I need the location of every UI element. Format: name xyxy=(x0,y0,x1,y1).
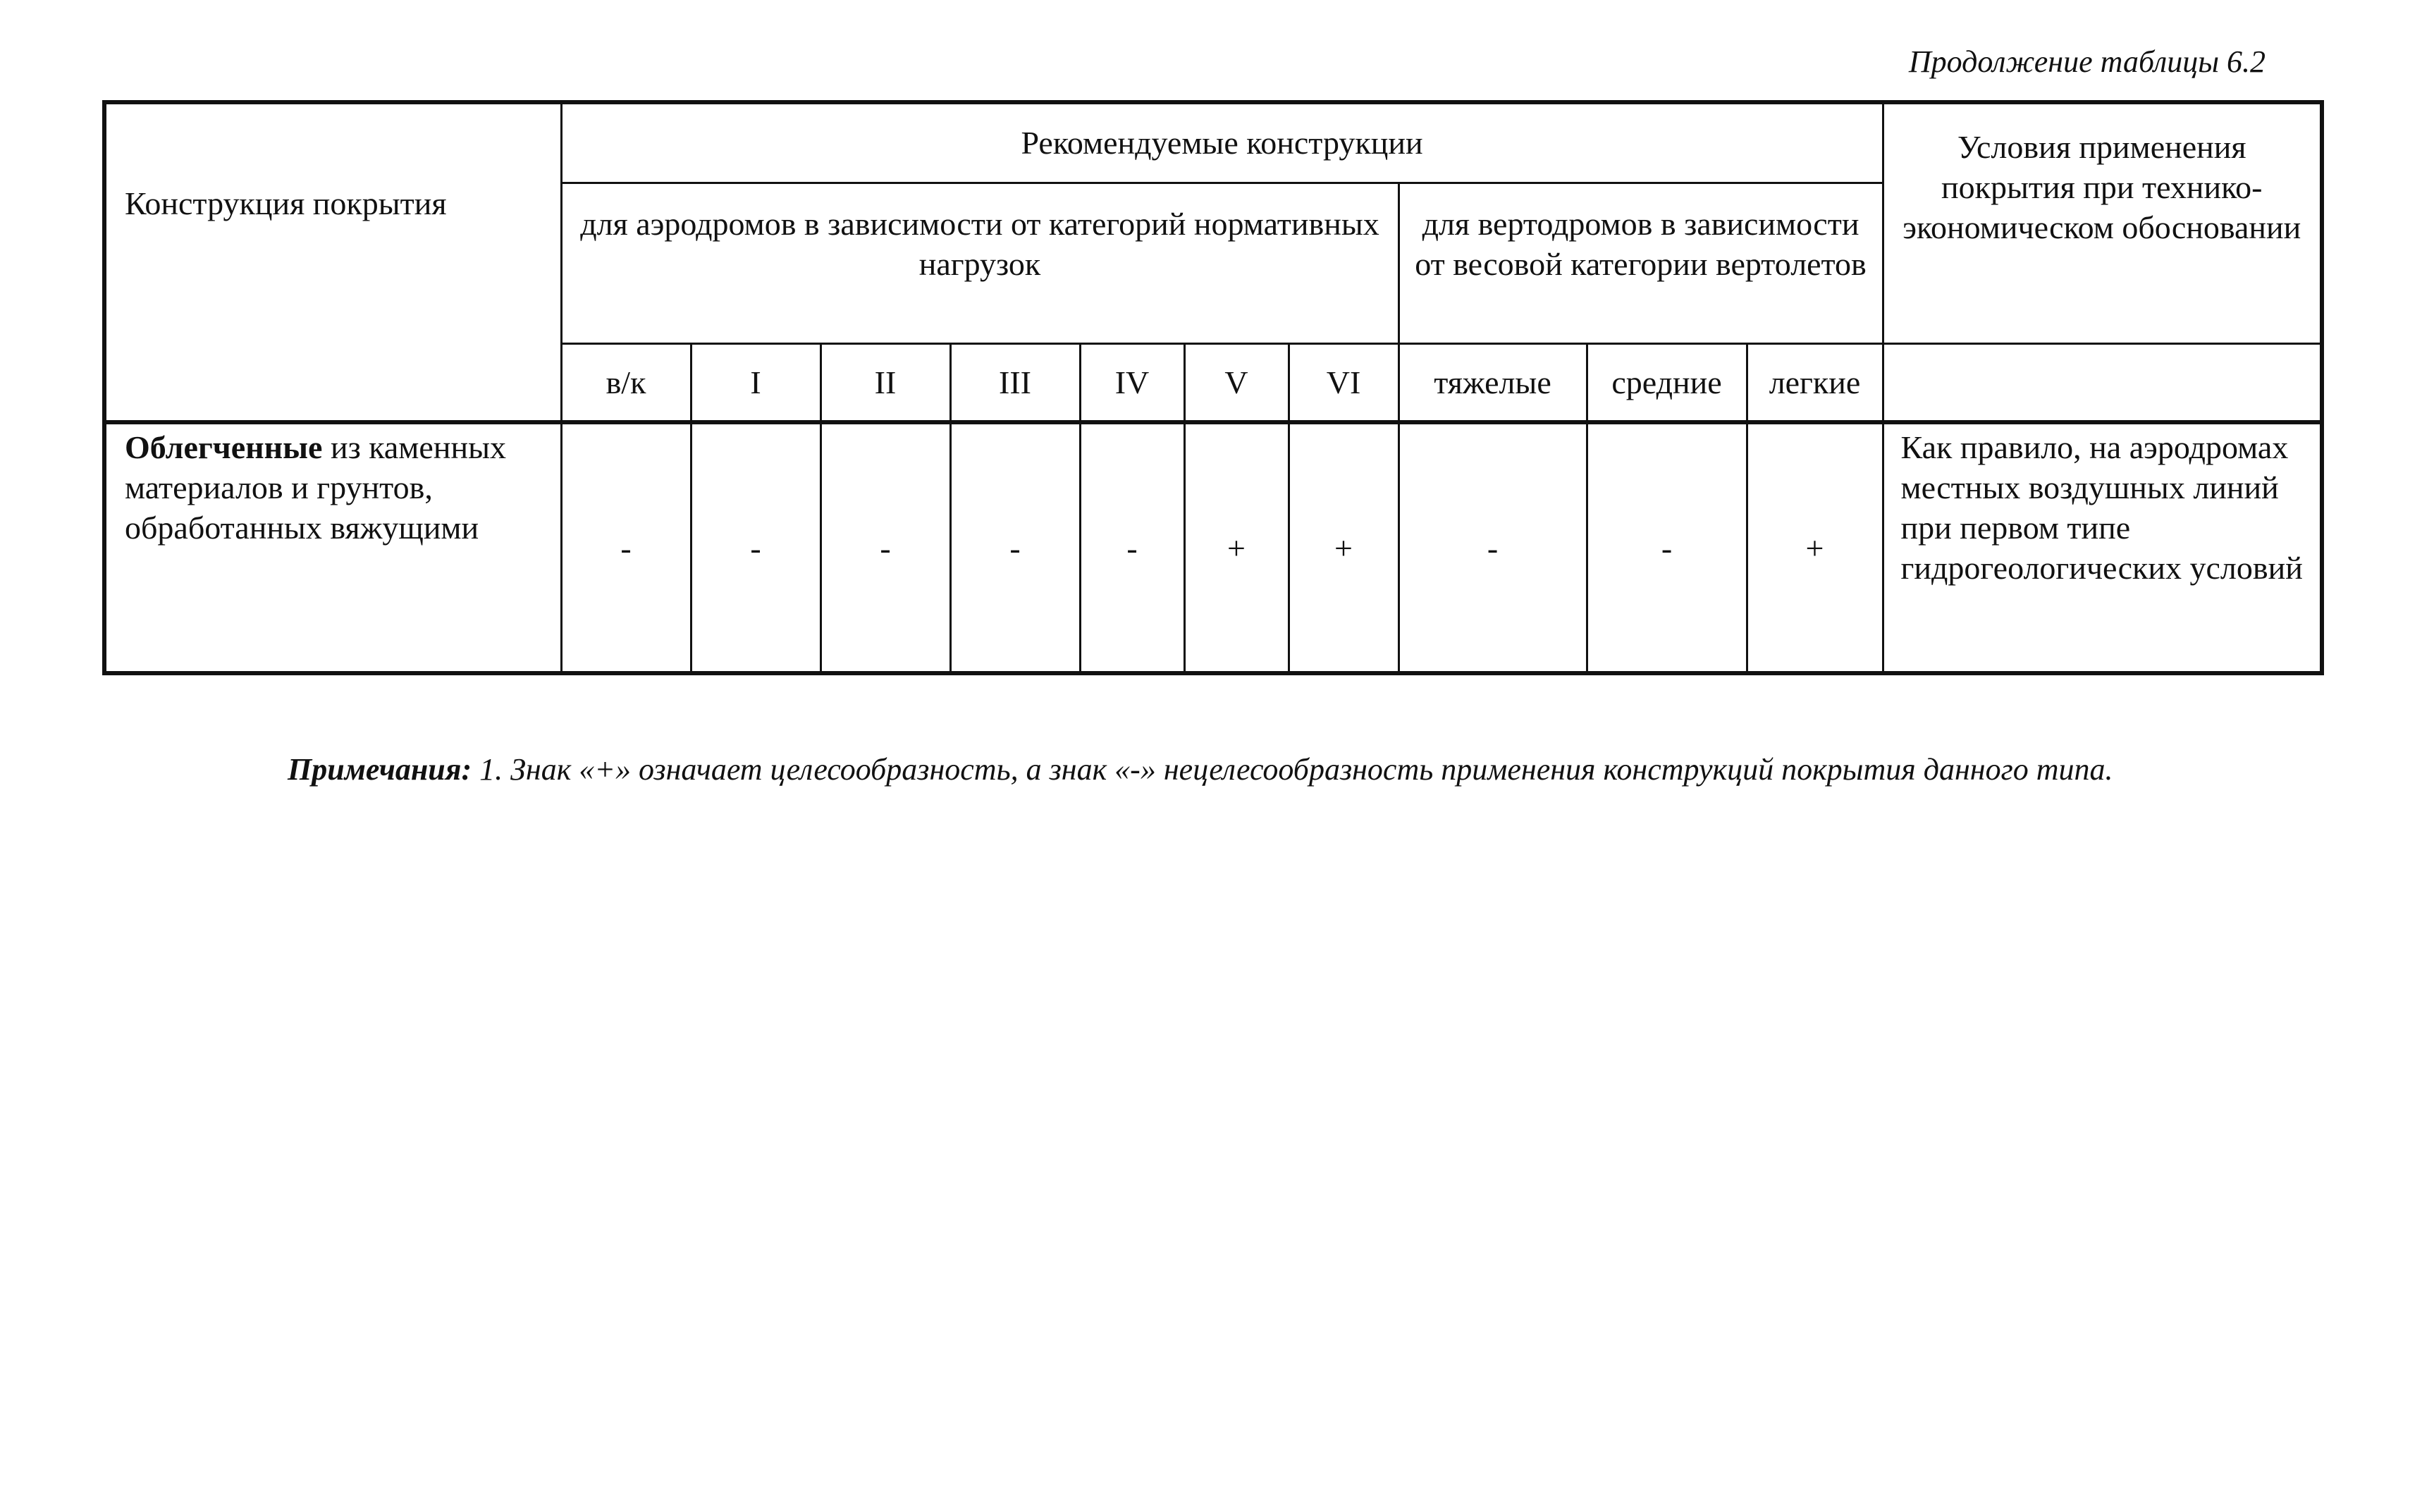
header-recommended-constructions: Рекомендуемые конструкции xyxy=(561,102,1883,183)
cell-iii: - xyxy=(950,422,1080,673)
header-category-v: V xyxy=(1184,343,1289,422)
row-construction-name-bold: Облегченные xyxy=(125,429,323,465)
header-heliport-heavy: тяжелые xyxy=(1399,343,1587,422)
notes-text: 1. Знак «+» означает целесообразность, а знак «-» нецелесообразность применения конструкций покрытия данного типа. xyxy=(479,752,2113,787)
cell-medium: - xyxy=(1587,422,1747,673)
row-construction-name xyxy=(104,422,561,673)
cell-i: - xyxy=(691,422,820,673)
cell-v: + xyxy=(1184,422,1289,673)
header-heliport-light: легкие xyxy=(1747,343,1883,422)
cell-vi: + xyxy=(1289,422,1399,673)
header-heliport-medium: средние xyxy=(1587,343,1747,422)
table-continuation-caption: Продолжение таблицы 6.2 xyxy=(1908,44,2266,79)
header-category-i: I xyxy=(691,343,820,422)
row-application-conditions: Как правило, на аэродромах местных воздушных линий при первом типе гидрогеологических условий xyxy=(1883,422,2322,673)
header-construction: Конструкция покрытия xyxy=(104,102,561,422)
row-construction-name-rest: из каменных материалов и грунтов, обработанных вяжущими xyxy=(125,429,506,546)
header-category-iv: IV xyxy=(1080,343,1184,422)
cell-vk: - xyxy=(561,422,691,673)
header-category-ii: II xyxy=(820,343,950,422)
notes-label: Примечания: xyxy=(288,752,472,787)
cell-ii: - xyxy=(820,422,950,673)
table-row xyxy=(104,422,2322,673)
table-notes xyxy=(180,748,2277,792)
header-empty-cell xyxy=(1883,343,2322,422)
header-category-vk: в/к xyxy=(561,343,691,422)
header-category-iii: III xyxy=(950,343,1080,422)
header-aerodromes-group: для аэродромов в зависимости от категорий нормативных нагрузок xyxy=(561,183,1399,343)
header-application-conditions: Условия применения покрытия при технико-экономическом обосновании xyxy=(1883,102,2322,343)
cell-heavy: - xyxy=(1399,422,1587,673)
cell-iv: - xyxy=(1080,422,1184,673)
header-heliports-group: для вертодромов в зависимости от весовой категории вертолетов xyxy=(1399,183,1883,343)
construction-recommendations-table xyxy=(102,100,2324,675)
cell-light: + xyxy=(1747,422,1883,673)
header-category-vi: VI xyxy=(1289,343,1399,422)
